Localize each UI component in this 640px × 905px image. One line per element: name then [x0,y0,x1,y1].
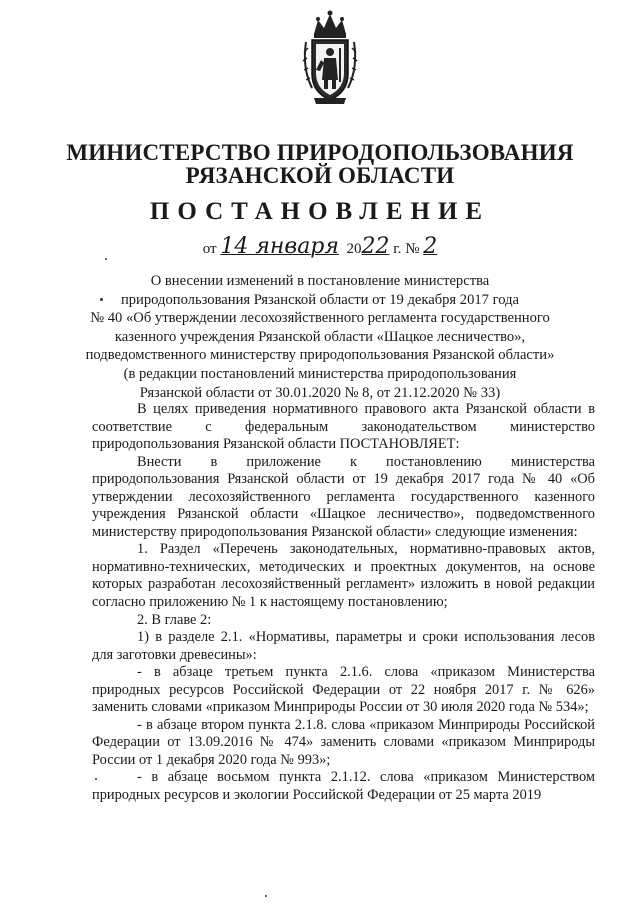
handwritten-year: 22 [361,234,390,259]
handwritten-number: 2 [423,234,438,259]
year-suffix: г. [393,241,402,257]
ministry-name-line1: МИНИСТЕРСТВО ПРИРОДОПОЛЬЗОВАНИЯ [66,140,574,165]
title-line: казенного учреждения Рязанской области «Шацкое лесничество», [114,328,526,345]
subitem-1-paragraph: 1) в разделе 2.1. «Нормативы, параметры и сроки использования лесов для заготовки древесины»: [92,629,595,663]
item-2-paragraph: 2. В главе 2: [137,611,212,628]
scan-speck [265,895,267,897]
resolution-paragraph: Внести в приложение к постановлению министерства природопользования Рязанской области от 19 декабря 2017 года № 40 «Об утверждении лесохозяйственного регламента государственного казенного учреждения Рязанской области «Шацкое лесничество», подведомственного министерству природопользования Рязанской области» следующие изменения: [92,453,595,540]
amendment-paragraph: - в абзаце втором пункта 2.1.8. слова «приказом Минприроды Российской Федерации от 13.09.2016 № 474» заменить словами «приказом Минприроды России от 1 декабря 2020 года № 993»; [92,716,595,768]
title-line: № 40 «Об утверждении лесохозяйственного регламента государственного [90,310,550,327]
title-line: подведомственного министерству природопользования Рязанской области» [85,347,555,364]
date-prefix: от [202,241,217,257]
year-prefix: 20 [346,241,362,257]
preamble-paragraph: В целях приведения нормативного правового акта Рязанской области в соответствие с федеральным законодательством министерство природопользования Рязанской области ПОСТАНОВЛЯЕТ: [92,401,595,453]
document-body [92,401,595,805]
scan-speck [105,258,107,260]
handwritten-date: 14 января [220,234,339,259]
scan-speck [100,298,103,301]
coat-of-arms-emblem [300,8,360,106]
title-line: (в редакции постановлений министерства природопользования [123,365,517,382]
scan-speck [95,778,97,780]
amendment-paragraph: - в абзаце восьмом пункта 2.1.12. слова «приказом Министерством природных ресурсов и экологии Российской Федерации от 25 марта 2019 [92,769,595,804]
document-type-heading: ПОСТАНОВЛЕНИЕ [149,198,491,225]
item-1-paragraph: 1. Раздел «Перечень законодательных, нормативно-правовых актов, нормативно-технических, методических и проектных документов, на основе которых разработан лесохозяйственный регламент» изложить в новой редакции согласно приложению № 1 к настоящему постановлению; [92,541,595,611]
date-number-line [0,234,640,259]
ministry-name-line2: РЯЗАНСКОЙ ОБЛАСТИ [185,163,455,188]
title-line: О внесении изменений в постановление министерства [150,273,490,289]
number-label: № [405,241,420,257]
amendment-paragraph: - в абзаце третьем пункта 2.1.6. слова «приказом Министерства природных ресурсов Российской Федерации от 22 ноября 2017 г. № 626» заменить словами «приказом Минприроды России от 30 июля 2020 года № 534»; [92,664,595,716]
title-line: природопользования Рязанской области от 19 декабря 2017 года [120,291,520,308]
document-title [80,272,560,402]
title-line: Рязанской области от 30.01.2020 № 8, от 21.12.2020 № 33) [139,384,501,401]
